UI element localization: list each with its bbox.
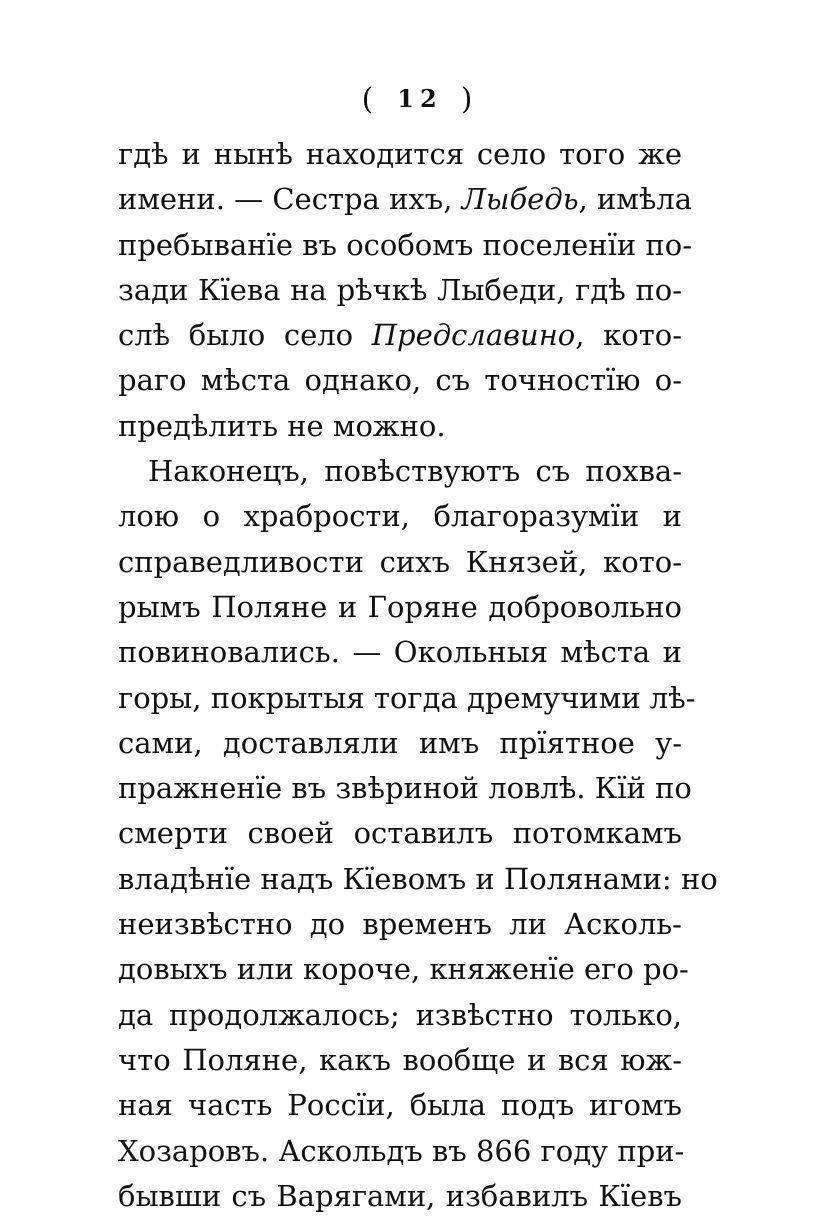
italic-name-predslavino: Предславино bbox=[371, 318, 576, 353]
text-line: предѣлить не можно. bbox=[118, 408, 446, 443]
paragraph-first-line: Наконецъ, повѣствуютъ съ похва- bbox=[148, 454, 682, 489]
page-number bbox=[0, 82, 840, 117]
page-number-close-paren: ) bbox=[460, 82, 479, 117]
body-text bbox=[118, 132, 718, 1219]
text-line: повиновались. — Окольныя мѣста и bbox=[118, 635, 682, 670]
italic-name-lybed: Лыбедь bbox=[461, 182, 579, 217]
page-number-value: 12 bbox=[397, 84, 443, 113]
text-line: рымъ Поляне и Горяне добровольно bbox=[118, 589, 682, 624]
text-line: сами, доставляли имъ прïятное у- bbox=[118, 725, 682, 760]
page-number-open-paren: ( bbox=[361, 82, 380, 117]
text-line: пребыванïе въ особомъ поселенïи по- bbox=[118, 227, 693, 262]
text-line: смерти своей оставилъ потомкамъ bbox=[118, 816, 682, 851]
text-line: ная часть Россïи, была подъ игомъ bbox=[118, 1088, 682, 1123]
text-line: Хозаровъ. Аскольдъ въ 866 году при- bbox=[118, 1133, 685, 1168]
text-line: владѣнïе надъ Кïевомъ и Полянами: но bbox=[118, 861, 718, 896]
text-line: гдѣ и нынѣ находится село того же bbox=[118, 137, 682, 171]
text-line: слѣ было село Предславино, кото- bbox=[118, 318, 682, 353]
text-line: зади Кïева на рѣчкѣ Лыбеди, гдѣ по- bbox=[118, 272, 682, 307]
text-line: да продолжалось; извѣстно только, bbox=[118, 997, 682, 1032]
text-line: горы, покрытыя тогда дремучими лѣ- bbox=[118, 680, 696, 715]
text-line: неизвѣстно до временъ ли Асколь- bbox=[118, 907, 682, 942]
text-line: раго мѣста однако, съ точностïю о- bbox=[118, 363, 682, 398]
text-line: бывши съ Варягами, избавилъ Кïевъ bbox=[118, 1178, 682, 1213]
text-line: что Поляне, какъ вообще и вся юж- bbox=[118, 1042, 682, 1077]
text-line: лою о храбрости, благоразумïи и bbox=[118, 499, 682, 534]
text-line: справедливости сихъ Князей, кото- bbox=[118, 544, 682, 579]
text-line: имени. — Сестра ихъ, Лыбедь, имѣла bbox=[118, 182, 693, 217]
text-line: пражненïе въ звѣриной ловлѣ. Кïй по bbox=[118, 771, 692, 806]
text-line: довыхъ или короче, княженïе его ро- bbox=[118, 952, 689, 987]
